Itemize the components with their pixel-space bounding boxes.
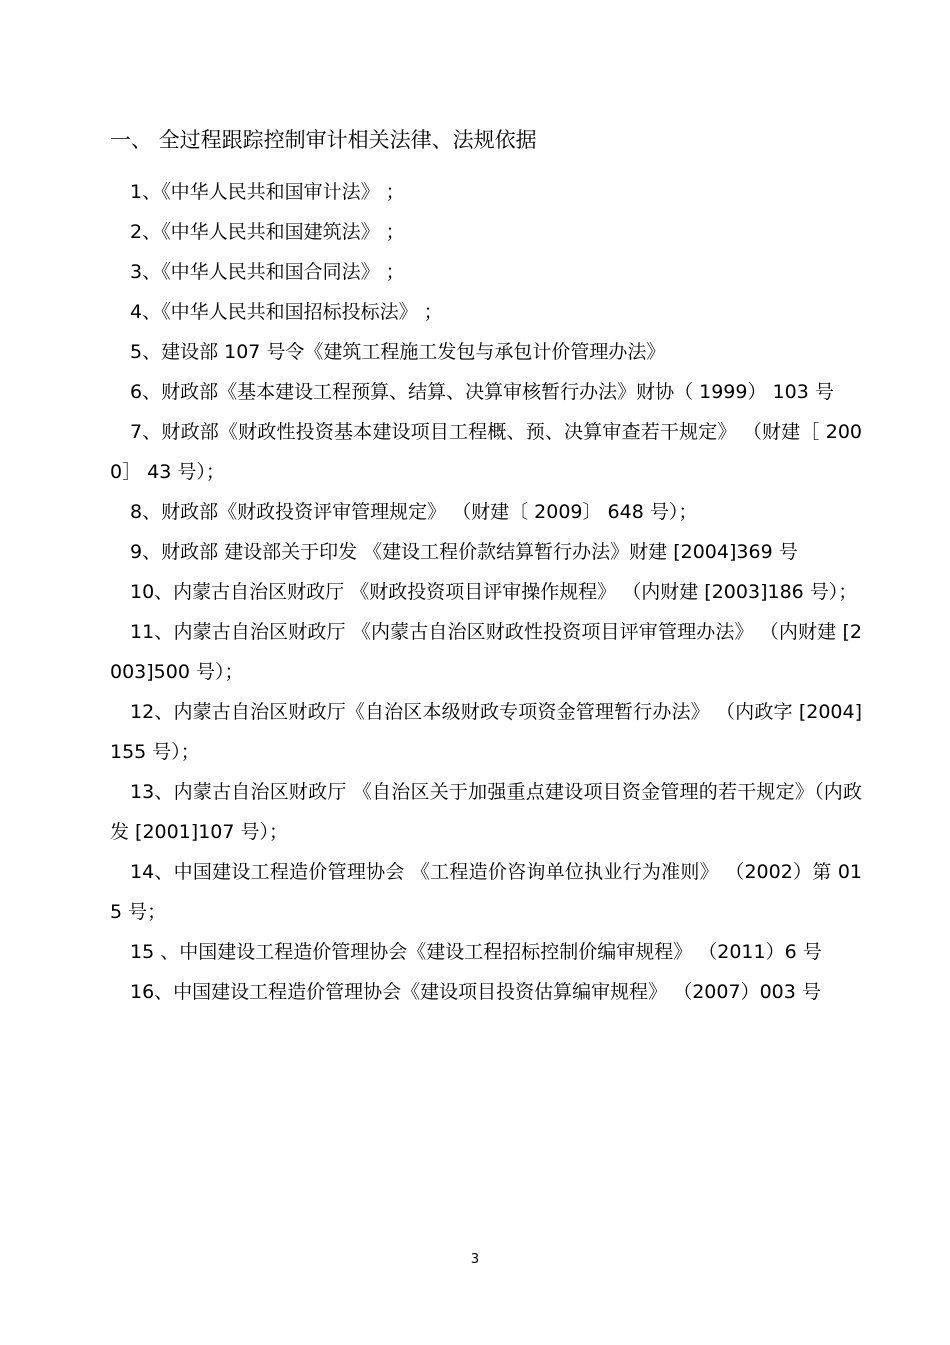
list-item: 4、《中华人民共和国招标投标法》 ；: [130, 301, 443, 323]
list-item: 2、《中华人民共和国建筑法》 ；: [130, 221, 405, 243]
section-heading: 一、 全过程跟踪控制审计相关法律、法规依据: [110, 128, 537, 152]
list-item: 9、财政部 建设部关于印发 《建设工程价款结算暂行办法》财建 [2004]369 号: [130, 541, 798, 563]
list-item: 16、中国建设工程造价管理协会《建设项目投资估算编审规程》 （2007）003 号: [130, 981, 821, 1003]
list-item: 14、中国建设工程造价管理协会 《工程造价咨询单位执业行为准则》 （2002）第 015 号；: [110, 861, 862, 923]
list-item: 3、《中华人民共和国合同法》 ；: [130, 261, 405, 283]
list-item: 6、财政部《基本建设工程预算、结算、决算审核暂行办法》财协（ 1999） 103 号: [130, 381, 834, 403]
regulation-list: [110, 172, 862, 1012]
list-item: 12、内蒙古自治区财政厅《自治区本级财政专项资金管理暂行办法》 （内政字 [2004]155 号）；: [110, 701, 862, 763]
list-item: 1、《中华人民共和国审计法》 ；: [130, 181, 405, 203]
list-item: 11、内蒙古自治区财政厅 《内蒙古自治区财政性投资项目评审管理办法》 （内财建 [2003]500 号）；: [110, 621, 862, 683]
list-item: 13、内蒙古自治区财政厅 《自治区关于加强重点建设项目资金管理的若干规定》（内政发 [2001]107 号）；: [110, 781, 862, 843]
list-item: 10、内蒙古自治区财政厅 《财政投资项目评审操作规程》 （内财建 [2003]186 号）；: [130, 581, 858, 603]
list-item: 8、财政部《财政投资评审管理规定》 （财建〔 2009〕 648 号）；: [130, 501, 698, 523]
list-item: 7、财政部《财政性投资基本建设项目工程概、预、决算审查若干规定》 （财建［ 2000］ 43 号）；: [110, 421, 862, 483]
list-item: 5、建设部 107 号令《建筑工程施工发包与承包计价管理办法》: [130, 341, 666, 363]
page-number: 3: [470, 1252, 480, 1267]
list-item: 15 、中国建设工程造价管理协会《建设工程招标控制价编审规程》 （2011）6 号: [130, 941, 822, 963]
